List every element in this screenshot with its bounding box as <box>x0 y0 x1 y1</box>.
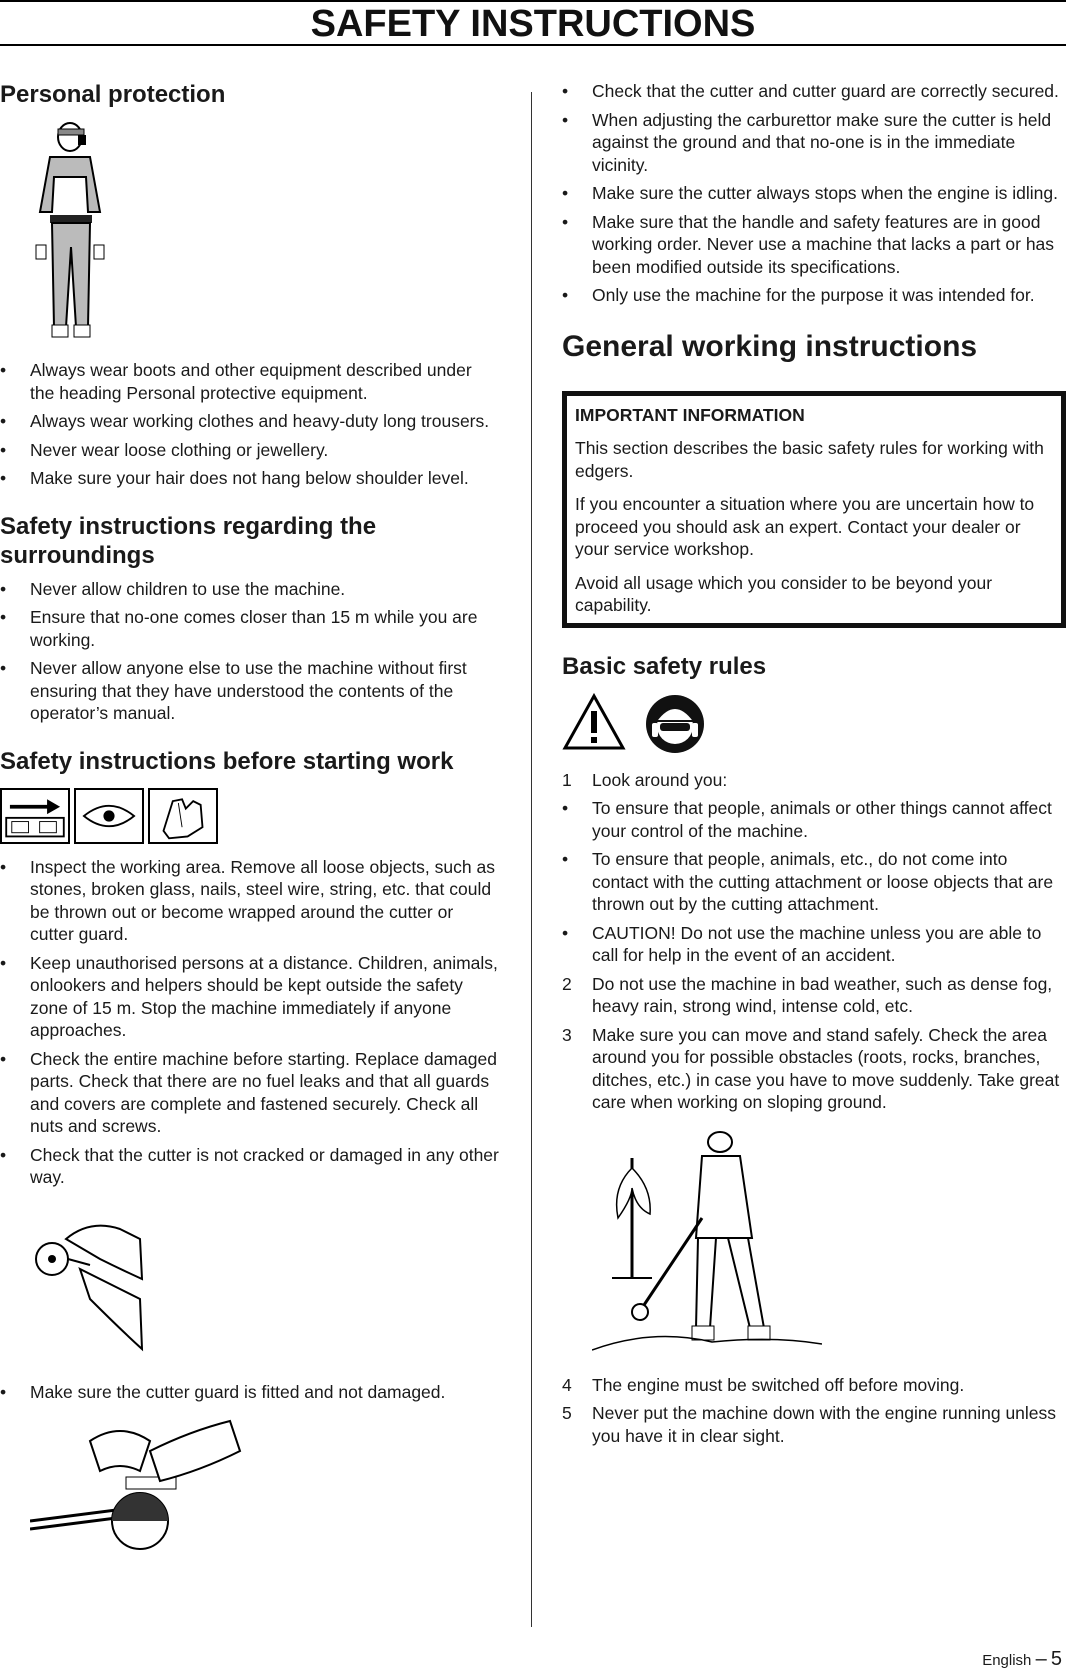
list-item: • Never wear loose clothing or jewellery. <box>0 439 329 460</box>
list-item: • Always wear boots and other equipment described under the heading Personal protective equipment. <box>0 360 472 403</box>
basic-safety-rules-heading: Basic safety rules <box>562 652 767 680</box>
column-divider <box>531 92 532 1627</box>
numbered-item: 3 Make sure you can move and stand safely. Check the area around you for possible obstacles (roots, rocks, branches, ditches, etc.) in case you have to move suddenly. Take great care when working on sloping ground. <box>562 1024 1060 1112</box>
list-item: • Check the entire machine before starting. Replace damaged parts. Check that there are no fuel leaks and that all guards and covers are complete and fastened securely. Check all nuts and screws. <box>0 1048 497 1136</box>
page-footer <box>982 1648 1062 1671</box>
list-item: • Keep unauthorised persons at a distance. Children, animals, onlookers and helpers should be kept outside the safety zone of 15 m. Stop the machine immediately if anyone approaches. <box>0 952 498 1040</box>
list-item: • Only use the machine for the purpose it was intended for. <box>562 285 1035 305</box>
basic-rules-icon-row <box>562 693 1066 755</box>
left-column <box>0 80 500 1561</box>
list-item: • When adjusting the carburettor make sure the cutter is held against the ground and that no-one is in the immediate vicinity. <box>562 109 1052 175</box>
warning-icon-row <box>0 788 500 844</box>
list-item: • To ensure that people, animals or other things cannot affect your control of the machine. <box>562 798 1052 841</box>
list-item: • CAUTION! Do not use the machine unless you are able to call for help in the event of an accident. <box>562 922 1042 965</box>
numbered-item: 5 Never put the machine down with the engine running unless you have it in clear sight. <box>562 1403 1057 1446</box>
footer-dash: – <box>1035 1648 1047 1670</box>
warning-triangle-icon <box>562 693 626 751</box>
surroundings-heading: Safety instructions regarding the surroundings <box>0 512 377 569</box>
list-item: • Never allow anyone else to use the machine without first ensuring that they have understood the contents of the operator’s manual. <box>0 658 467 723</box>
important-information-box <box>562 391 1066 628</box>
protective-gear-person-illustration <box>30 117 150 347</box>
before-work-heading: Safety instructions before starting work <box>0 747 454 775</box>
cutter-guard-illustration <box>30 1411 250 1561</box>
list-item: • Inspect the working area. Remove all loose objects, such as stones, broken glass, nails, steel wire, string, etc. that could be thrown out or become wrapped around the cutter or cutter guard. <box>0 856 495 944</box>
page-title: SAFETY INSTRUCTIONS <box>0 0 1066 46</box>
page-number: 5 <box>1050 1648 1062 1670</box>
list-item: • Always wear working clothes and heavy-duty long trousers. <box>0 411 490 431</box>
box-title: IMPORTANT INFORMATION <box>575 404 805 425</box>
personal-protection-heading: Personal protection <box>0 81 226 108</box>
numbered-item: 4 The engine must be switched off before moving. <box>562 1374 965 1395</box>
box-paragraph: This section describes the basic safety rules for working with edgers. <box>575 438 1044 481</box>
list-item: • Make sure the cutter always stops when the engine is idling. <box>562 183 1058 203</box>
list-item: • Never allow children to use the machine. <box>0 578 346 599</box>
footer-language: English <box>982 1652 1032 1669</box>
protective-glove-icon <box>148 788 218 844</box>
list-item: • Check that the cutter is not cracked or damaged in any other way. <box>0 1144 499 1187</box>
list-item: • Ensure that no-one comes closer than 15 m while you are working. <box>0 607 478 650</box>
general-working-heading: General working instructions <box>562 329 978 363</box>
box-paragraph: If you encounter a situation where you are uncertain how to proceed you should ask an expert. Contact your dealer or your service workshop. <box>575 494 1035 559</box>
operator-with-edger-illustration <box>592 1128 822 1358</box>
list-item: • To ensure that people, animals, etc., do not come into contact with the cutting attachment or loose objects that are thrown out by the cutting attachment. <box>562 849 1054 914</box>
right-column <box>562 80 1066 1453</box>
list-item: • Check that the cutter and cutter guard are correctly secured. <box>562 81 1059 101</box>
list-item: • Make sure that the handle and safety features are in good working order. Never use a machine that lacks a part or has been modified outside its specifications. <box>562 211 1055 277</box>
numbered-item: 2 Do not use the machine in bad weather, such as dense fog, heavy rain, strong wind, intense cold, etc. <box>562 973 1053 1016</box>
list-item: • Make sure your hair does not hang below shoulder level. <box>0 468 469 488</box>
box-paragraph: Avoid all usage which you consider to be beyond your capability. <box>575 572 993 615</box>
eye-protection-icon <box>74 788 144 844</box>
cutter-inspection-illustration <box>30 1199 150 1359</box>
read-manual-icon <box>0 788 70 844</box>
list-item: • Make sure the cutter guard is fitted and not damaged. <box>0 1381 446 1402</box>
head-protection-icon <box>644 693 706 755</box>
numbered-item: 1 Look around you: <box>562 769 728 790</box>
